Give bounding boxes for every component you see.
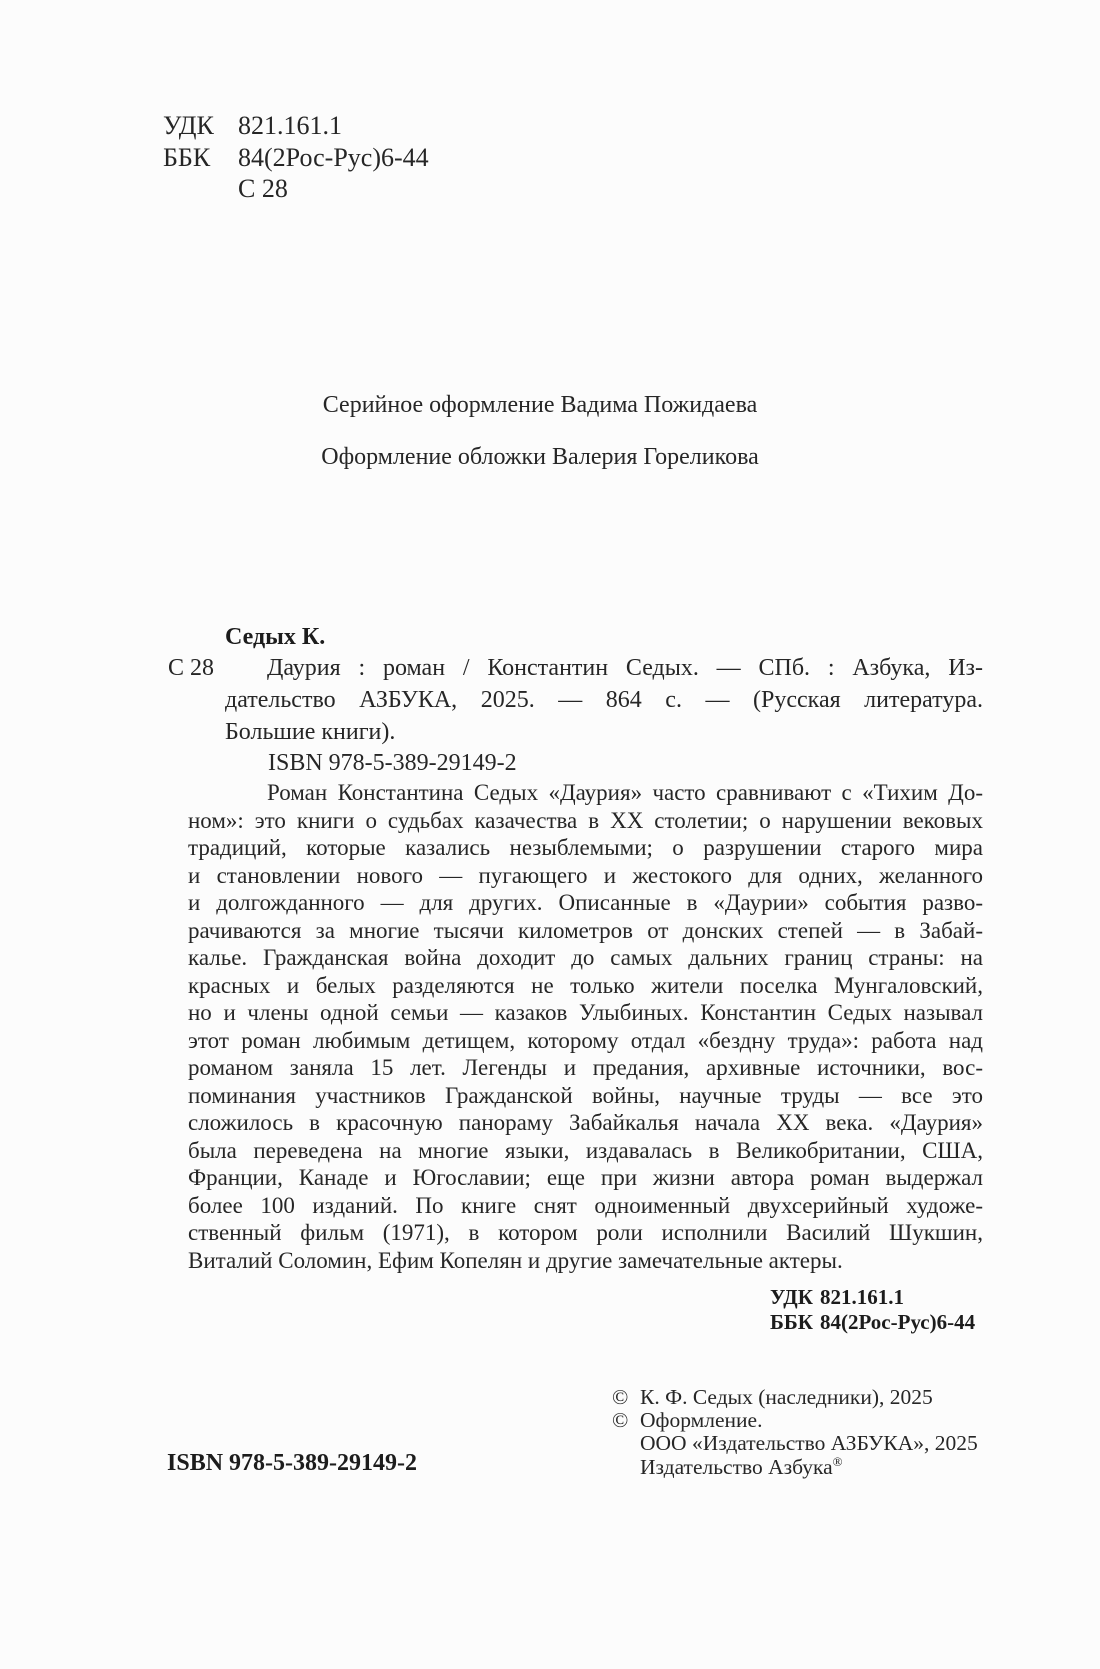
entry-line: Даурия : роман / Константин Седых. — СПб. : Азбука, Из- xyxy=(267,655,983,681)
catalog-isbn: ISBN 978-5-389-29149-2 xyxy=(268,750,517,776)
copyright-line xyxy=(612,1386,978,1409)
bbk-row-bottom xyxy=(770,1310,975,1335)
udk-row-bottom xyxy=(770,1285,975,1310)
annotation-line: романом заняла 15 лет. Легенды и предания, архивные источники, вос- xyxy=(188,1055,983,1080)
annotation-line: Роман Константина Седых «Даурия» часто сравнивают с «Тихим До- xyxy=(267,780,983,805)
catalog-index-label: С 28 xyxy=(168,655,215,681)
bbk-value-bottom: 84(2Рос-Рус)6-44 xyxy=(820,1309,976,1334)
annotation-line: ственный фильм (1971), в котором роли исполнили Василий Шукшин, xyxy=(188,1220,983,1245)
annotation-line: Виталий Соломин, Ефим Копелян и другие замечательные актеры. xyxy=(188,1247,843,1273)
isbn-bottom: ISBN 978-5-389-29149-2 xyxy=(167,1450,417,1476)
classification-bottom xyxy=(770,1285,975,1334)
index-value: С 28 xyxy=(238,174,288,203)
publisher-brand: Издательство Азбука® xyxy=(640,1453,843,1479)
annotation-line: но и члены одной семьи — казаков Улыбиных. Константин Седых называл xyxy=(188,1000,983,1025)
cover-design-credit: Оформление обложки Валерия Гореликова xyxy=(321,444,759,470)
copyright-holder: К. Ф. Седых (наследники), 2025 xyxy=(640,1385,933,1409)
annotation-line: более 100 изданий. По книге снят одноименный двухсерийный художе- xyxy=(188,1192,983,1218)
series-design-credit: Серийное оформление Вадима Пожидаева xyxy=(322,392,758,418)
annotation-line: была переведена на многие языки, издавалась в Великобритании, США, xyxy=(188,1137,983,1163)
publisher-llc: ООО «Издательство АЗБУКА», 2025 xyxy=(640,1431,978,1456)
annotation-line: традиций, которые казались незыблемыми; о разрушении старого мира xyxy=(188,835,983,860)
annotation-line: сложилось в красочную панораму Забайкалья начала XX века. «Даурия» xyxy=(188,1110,983,1135)
annotation-line: калье. Гражданская война доходит до самых дальних границ страны: на xyxy=(188,945,983,970)
annotation-line: ном»: это книги о судьбах казачества в XX столетии; о нарушении вековых xyxy=(188,807,983,833)
udk-value-bottom: 821.161.1 xyxy=(820,1285,904,1309)
bbk-label: ББК xyxy=(163,142,211,172)
annotation-line: красных и белых разделяются не только жители поселка Мунгаловский, xyxy=(188,972,983,998)
classification-top xyxy=(163,110,429,205)
udk-value: 821.161.1 xyxy=(238,111,342,140)
bbk-label-bottom: ББК xyxy=(770,1309,813,1334)
annotation-line: Франции, Канаде и Югославии; еще при жизни автора роман выдержал xyxy=(188,1165,983,1190)
udk-label-bottom: УДК xyxy=(770,1285,813,1309)
bbk-row xyxy=(163,142,429,174)
udk-label: УДК xyxy=(163,111,214,140)
copyright-symbol: © xyxy=(612,1408,629,1433)
annotation-line: поминания участников Гражданской войны, научные труды — все это xyxy=(188,1082,983,1108)
bbk-value: 84(2Рос-Рус)6-44 xyxy=(238,142,429,172)
copyright-line xyxy=(612,1432,978,1455)
copyright-line xyxy=(612,1409,978,1432)
catalog-entry xyxy=(225,652,983,748)
annotation xyxy=(188,779,983,1274)
index-spacer xyxy=(163,173,238,205)
index-row xyxy=(163,173,429,205)
annotation-line: рачиваются за многие тысячи километров от донских степей — в Забай- xyxy=(188,917,983,943)
copyright-block xyxy=(612,1386,978,1479)
copyright-line xyxy=(612,1453,978,1479)
copyright-design: Оформление. xyxy=(640,1408,763,1433)
copyright-symbol: © xyxy=(612,1385,629,1409)
catalog-author: Седых К. xyxy=(225,624,326,650)
registered-trademark-symbol: ® xyxy=(832,1453,843,1469)
entry-line: Большие книги). xyxy=(225,719,396,745)
annotation-line: и долгожданного — для других. Описанные в «Даурии» события разво- xyxy=(188,890,983,915)
entry-line: дательство АЗБУКА, 2025. — 864 с. — (Русская литература. xyxy=(225,687,983,713)
annotation-line: и становлении нового — пугающего и жестокого для одних, желанного xyxy=(188,862,983,888)
annotation-line: этот роман любимым детищем, которому отдал «бездну труда»: работа над xyxy=(188,1027,983,1053)
udk-row xyxy=(163,110,429,142)
